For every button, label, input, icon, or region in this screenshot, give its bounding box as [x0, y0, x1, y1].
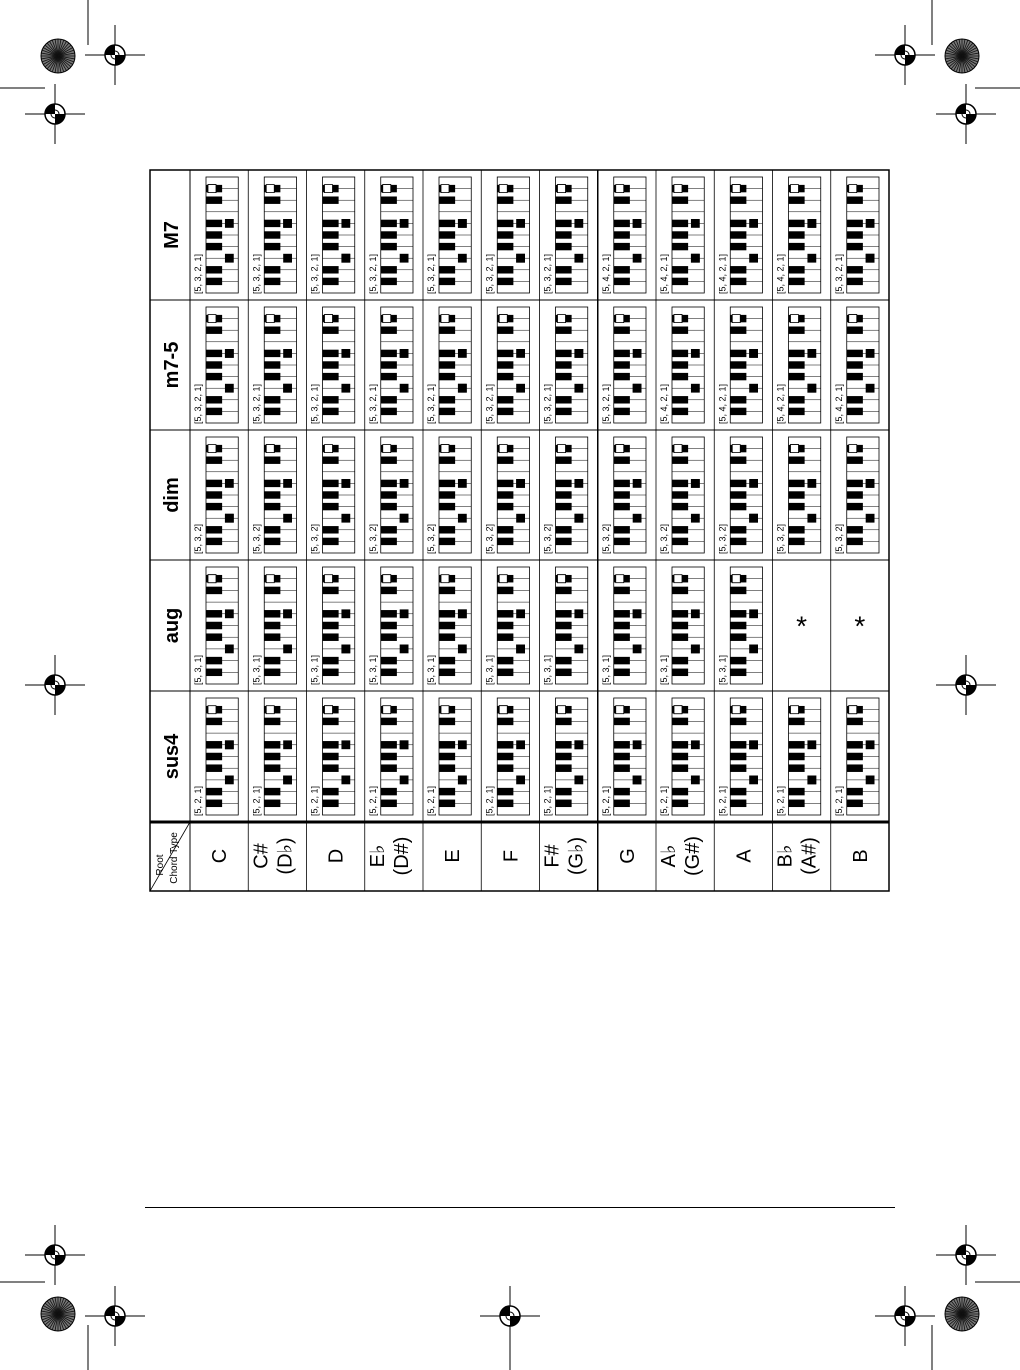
keyboard-diagram: [381, 698, 413, 815]
root-label: F: [500, 849, 523, 863]
keyboard-diagram: [381, 567, 413, 684]
keyboard-diagram: [789, 307, 821, 423]
fingering-label: [5, 3, 2, 1]: [193, 253, 203, 294]
root-label: D: [325, 848, 348, 864]
fingering-label: [5, 3, 2]: [484, 523, 495, 554]
fingering-label: [5, 2, 1]: [367, 785, 378, 816]
fingering-label: [5, 2, 1]: [484, 785, 495, 816]
fingering-label: [5, 3, 1]: [484, 654, 495, 685]
keyboard-diagram: [206, 307, 238, 423]
fingering-label: [5, 3, 2]: [600, 523, 611, 554]
fingering-label: [5, 2, 1]: [193, 785, 203, 816]
fingering-label: [5, 2, 1]: [309, 785, 320, 816]
unavailable-marker: *: [796, 610, 808, 642]
keyboard-diagram: [672, 307, 704, 423]
fingering-label: [5, 4, 2, 1]: [717, 253, 728, 294]
corner-label-root: Root: [155, 854, 166, 876]
keyboard-diagram: [730, 307, 762, 423]
keyboard-diagram: [730, 567, 762, 684]
keyboard-diagram: [439, 177, 471, 293]
keyboard-diagram: [264, 567, 296, 684]
keyboard-diagram: [206, 567, 238, 684]
fingering-label: [5, 3, 2]: [426, 523, 436, 554]
fingering-label: [5, 3, 2]: [251, 523, 262, 554]
fingering-label: [5, 4, 2, 1]: [600, 253, 611, 294]
keyboard-diagram: [672, 698, 704, 815]
root-label-alt: (G♭): [565, 836, 588, 876]
keyboard-diagram: [264, 307, 296, 423]
keyboard-diagram: [730, 437, 762, 553]
keyboard-diagram: [847, 698, 879, 815]
keyboard-diagram: [556, 177, 588, 293]
fingering-label: [5, 3, 1]: [251, 654, 262, 685]
root-label: A: [733, 849, 756, 863]
fingering-label: [5, 3, 1]: [600, 654, 611, 685]
chord-type-header: aug: [161, 607, 183, 644]
keyboard-diagram: [556, 437, 588, 553]
fingering-label: [5, 4, 2, 1]: [659, 383, 669, 424]
keyboard-diagram: [556, 698, 588, 815]
keyboard-diagram: [672, 567, 704, 684]
fingering-label: [5, 2, 1]: [775, 785, 786, 816]
fingering-label: [5, 3, 2, 1]: [426, 253, 436, 294]
keyboard-diagram: [497, 177, 529, 293]
keyboard-diagram: [323, 307, 355, 423]
fingering-label: [5, 2, 1]: [600, 785, 611, 816]
chord-type-header: sus4: [161, 733, 183, 780]
keyboard-diagram: [323, 437, 355, 553]
fingering-label: [5, 2, 1]: [251, 785, 262, 816]
keyboard-diagram: [206, 437, 238, 553]
fingering-label: [5, 3, 2, 1]: [484, 253, 495, 294]
fingering-label: [5, 2, 1]: [542, 785, 553, 816]
fingering-label: [5, 3, 2]: [775, 523, 786, 554]
fingering-label: [5, 3, 2, 1]: [193, 383, 203, 424]
keyboard-diagram: [497, 698, 529, 815]
keyboard-diagram: [614, 698, 646, 815]
keyboard-diagram: [556, 307, 588, 423]
keyboard-diagram: [439, 567, 471, 684]
keyboard-diagram: [381, 177, 413, 293]
fingering-label: [5, 3, 2]: [659, 523, 669, 554]
root-label: F#: [541, 844, 564, 868]
root-label: A♭: [658, 844, 681, 868]
fingering-label: [5, 3, 2, 1]: [309, 383, 320, 424]
root-label-alt: (D#): [390, 836, 413, 876]
fingering-label: [5, 3, 2, 1]: [542, 253, 553, 294]
fingering-label: [5, 3, 2]: [193, 523, 203, 554]
fingering-label: [5, 4, 2, 1]: [833, 383, 844, 424]
fingering-label: [5, 3, 1]: [717, 654, 728, 685]
fingering-label: [5, 2, 1]: [426, 785, 436, 816]
fingering-label: [5, 3, 2, 1]: [542, 383, 553, 424]
fingering-label: [5, 4, 2, 1]: [717, 383, 728, 424]
fingering-label: [5, 3, 1]: [309, 654, 320, 685]
fingering-label: [5, 3, 2]: [367, 523, 378, 554]
fingering-label: [5, 2, 1]: [659, 785, 669, 816]
root-label-alt: (A#): [798, 837, 821, 875]
keyboard-diagram: [323, 698, 355, 815]
root-label: E: [442, 849, 465, 863]
fingering-label: [5, 3, 2]: [542, 523, 553, 554]
fingering-label: [5, 4, 2, 1]: [775, 253, 786, 294]
keyboard-diagram: [614, 567, 646, 684]
keyboard-diagram: [672, 437, 704, 553]
fingering-label: [5, 3, 2, 1]: [251, 383, 262, 424]
fingering-label: [5, 3, 2, 1]: [833, 253, 844, 294]
fingering-label: [5, 3, 1]: [659, 654, 669, 685]
keyboard-diagram: [381, 307, 413, 423]
chord-type-header: M7: [161, 221, 183, 249]
fingering-label: [5, 3, 2, 1]: [367, 383, 378, 424]
keyboard-diagram: [614, 177, 646, 293]
root-label: C#: [250, 843, 273, 869]
keyboard-diagram: [556, 567, 588, 684]
keyboard-diagram: [672, 177, 704, 293]
chord-type-header: m7-5: [161, 341, 183, 389]
keyboard-diagram: [323, 177, 355, 293]
fingering-label: [5, 2, 1]: [717, 785, 728, 816]
root-label: B♭: [774, 844, 797, 868]
fingering-label: [5, 3, 1]: [367, 654, 378, 685]
keyboard-diagram: [847, 307, 879, 423]
keyboard-diagram: [439, 307, 471, 423]
keyboard-diagram: [323, 567, 355, 684]
keyboard-diagram: [730, 698, 762, 815]
fingering-label: [5, 3, 1]: [542, 654, 553, 685]
keyboard-diagram: [264, 437, 296, 553]
keyboard-diagram: [264, 177, 296, 293]
keyboard-diagram: [206, 177, 238, 293]
keyboard-diagram: [497, 437, 529, 553]
fingering-label: [5, 3, 2, 1]: [367, 253, 378, 294]
fingering-label: [5, 3, 2, 1]: [251, 253, 262, 294]
keyboard-diagram: [730, 177, 762, 293]
fingering-label: [5, 3, 1]: [426, 654, 436, 685]
fingering-label: [5, 2, 1]: [833, 785, 844, 816]
keyboard-diagram: [497, 567, 529, 684]
fingering-label: [5, 3, 2, 1]: [484, 383, 495, 424]
chord-type-header: dim: [161, 477, 183, 513]
footer-rule: [145, 1207, 895, 1208]
fingering-label: [5, 3, 2, 1]: [309, 253, 320, 294]
keyboard-diagram: [614, 307, 646, 423]
keyboard-diagram: [381, 437, 413, 553]
fingering-label: [5, 3, 2]: [833, 523, 844, 554]
fingering-label: [5, 3, 2]: [717, 523, 728, 554]
keyboard-diagram: [206, 698, 238, 815]
fingering-label: [5, 3, 1]: [193, 654, 203, 685]
keyboard-diagram: [847, 437, 879, 553]
keyboard-diagram: [614, 437, 646, 553]
keyboard-diagram: [789, 177, 821, 293]
keyboard-diagram: [847, 177, 879, 293]
root-label: C: [209, 848, 232, 864]
root-label-alt: (G#): [682, 836, 705, 876]
fingering-label: [5, 3, 2]: [309, 523, 320, 554]
root-label-alt: (D♭): [274, 837, 297, 875]
corner-label-chord-type: Chord Type: [169, 832, 180, 884]
fingering-label: [5, 4, 2, 1]: [659, 253, 669, 294]
fingering-label: [5, 3, 2, 1]: [426, 383, 436, 424]
root-label: G: [616, 848, 639, 864]
unavailable-marker: *: [854, 610, 866, 642]
keyboard-diagram: [789, 698, 821, 815]
keyboard-diagram: [264, 698, 296, 815]
fingering-label: [5, 3, 2, 1]: [600, 383, 611, 424]
fingering-label: [5, 4, 2, 1]: [775, 383, 786, 424]
keyboard-diagram: [439, 437, 471, 553]
keyboard-diagram: [789, 437, 821, 553]
keyboard-diagram: [439, 698, 471, 815]
keyboard-diagram: [497, 307, 529, 423]
root-label: E♭: [366, 844, 389, 868]
root-label: B: [849, 849, 872, 863]
